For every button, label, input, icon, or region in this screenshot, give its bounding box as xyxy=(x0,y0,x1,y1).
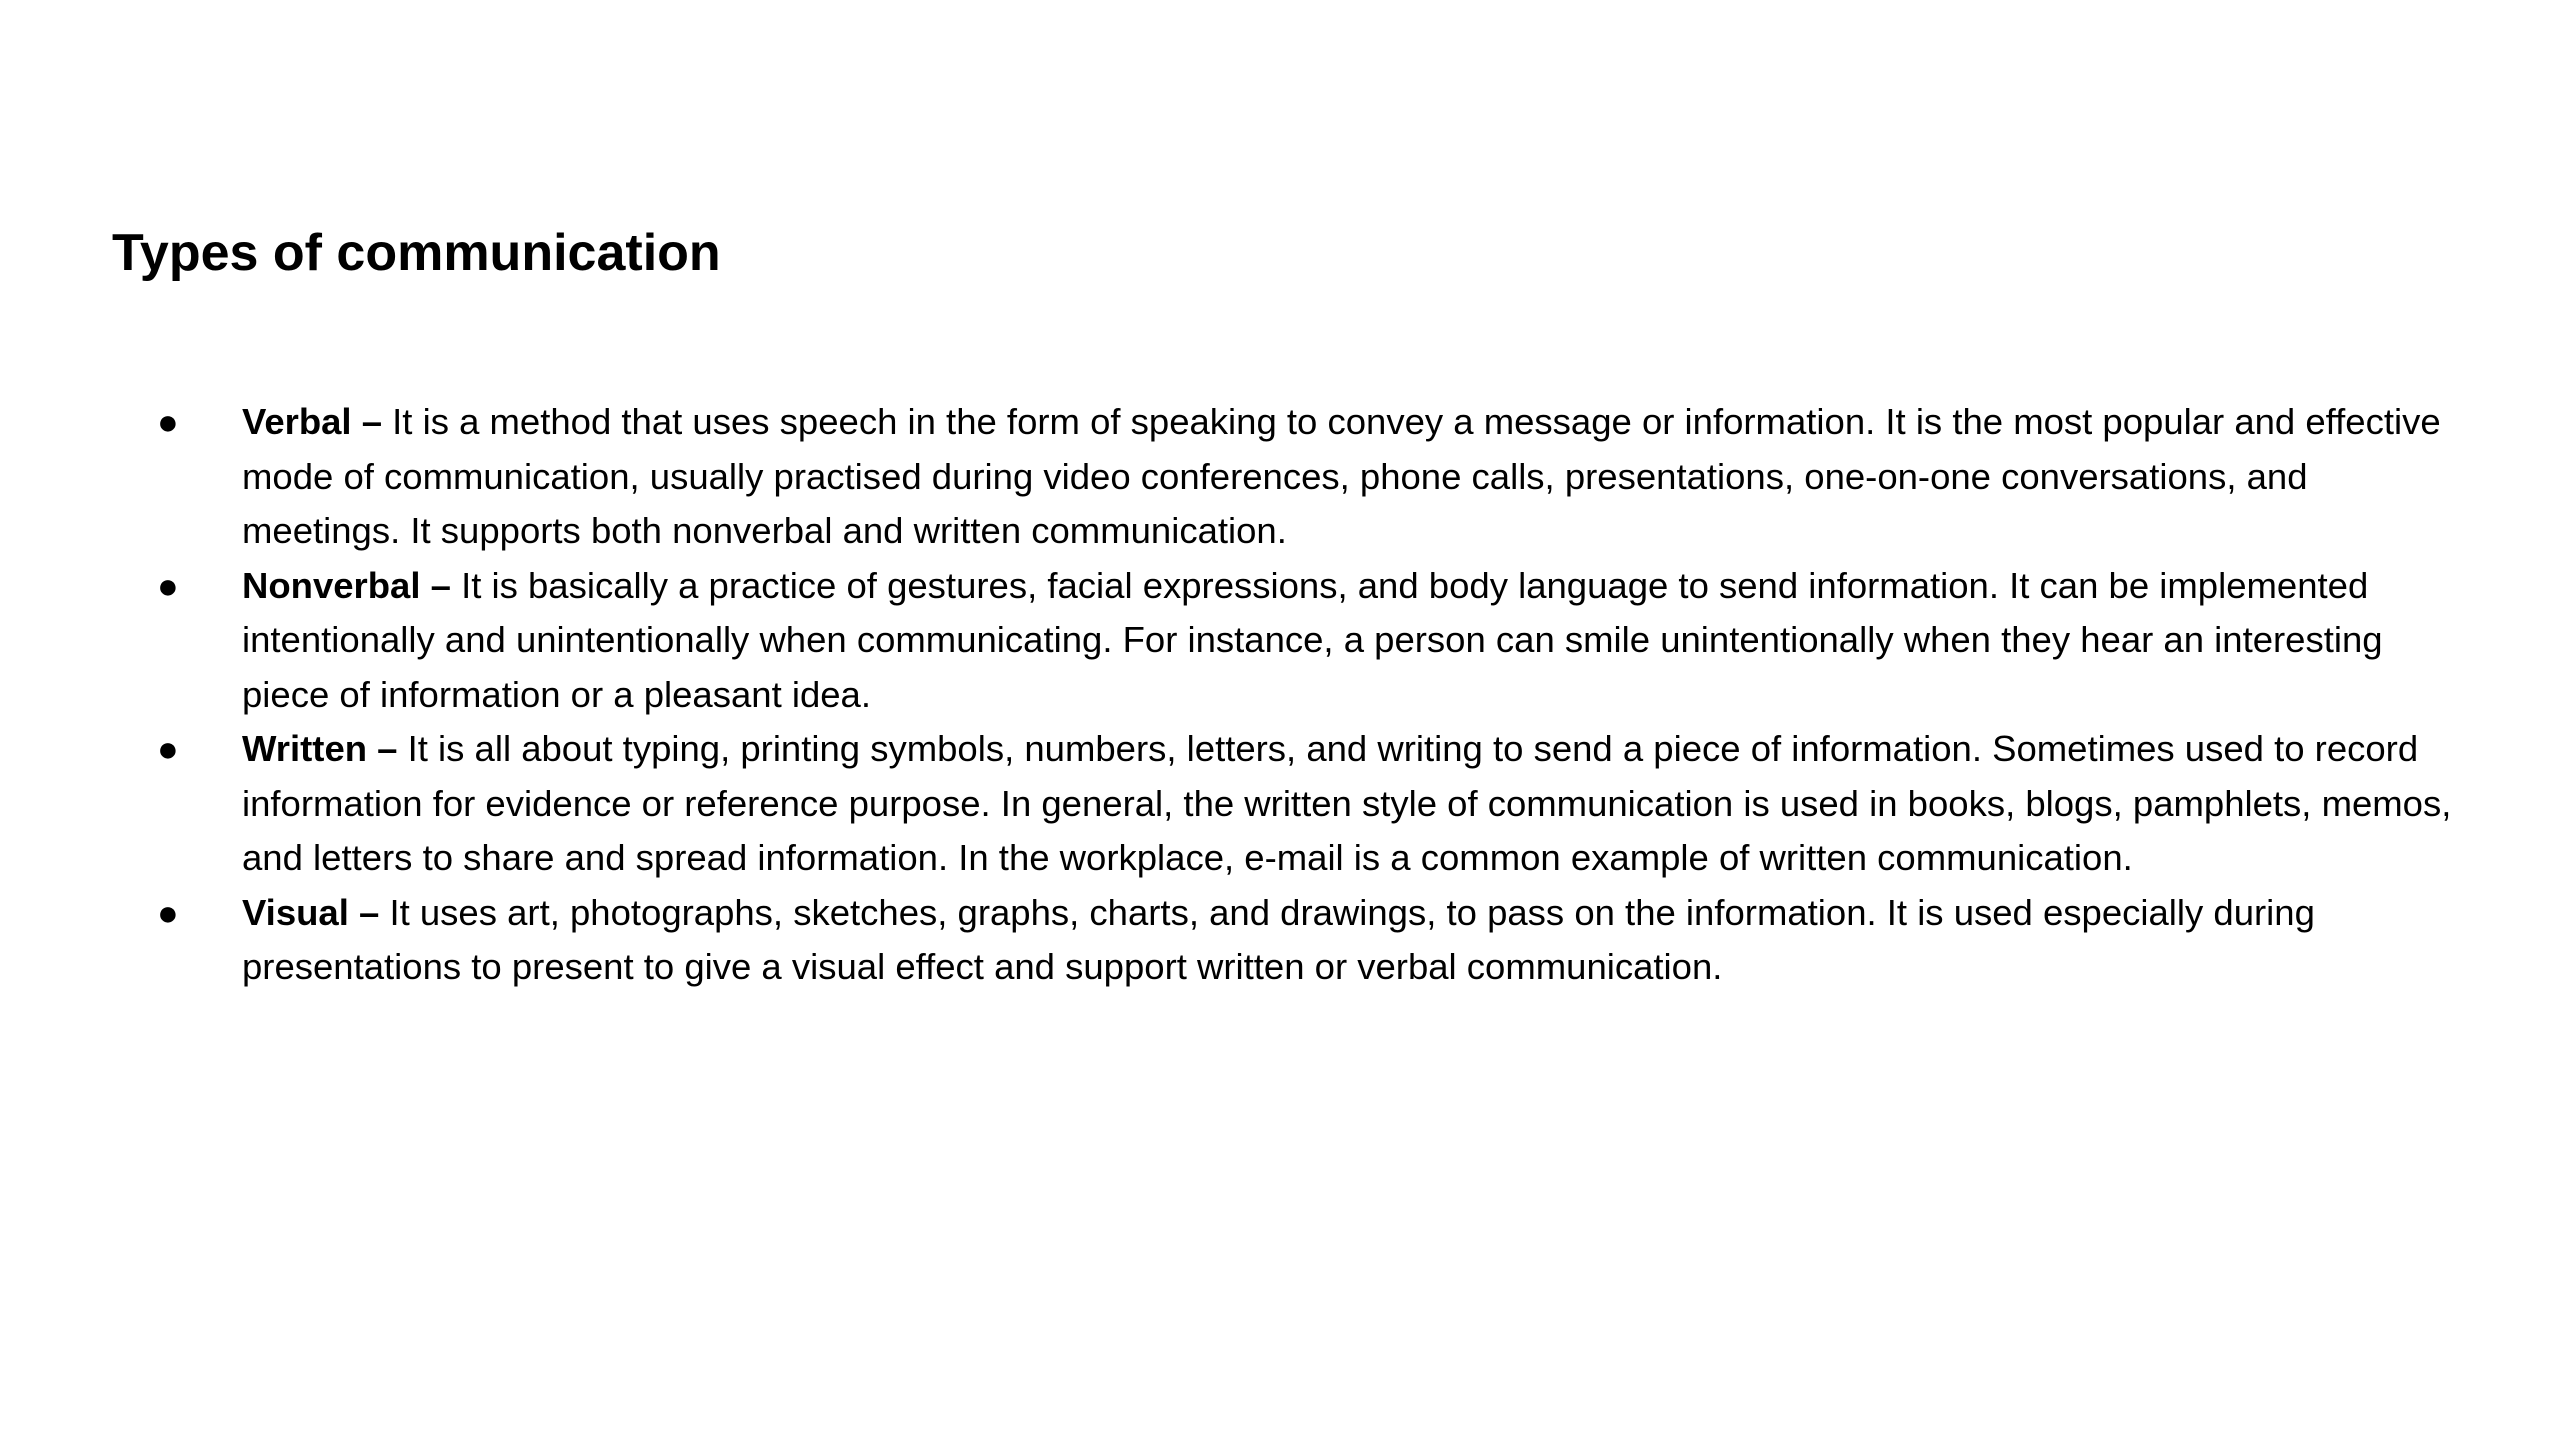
term-nonverbal: Nonverbal – xyxy=(242,564,451,606)
page-title: Types of communication xyxy=(112,224,721,282)
bullet-icon: ● xyxy=(157,401,179,442)
list-item-nonverbal xyxy=(0,559,2472,723)
description-visual: It uses art, photographs, sketches, graphs, charts, and drawings, to pass on the information. It is used especially during presentations to present to give a visual effect and support written or verbal communication. xyxy=(242,891,2315,987)
bullet-icon: ● xyxy=(157,891,179,933)
term-written: Written – xyxy=(242,728,398,769)
term-visual: Visual – xyxy=(242,891,380,933)
term-verbal: Verbal – xyxy=(242,401,393,442)
description-written: It is all about typing, printing symbols, numbers, letters, and writing to send a piece of information. Sometimes used to record information for evidence or reference purpose. In general, the written style of communication is used in books, blogs, pamphlets, memos, and letters to share and spread information. In the workplace, e-mail is a common example of written communication. xyxy=(242,728,2452,878)
description-verbal: It is a method that uses speech in the form of speaking to convey a message or information. It is the most popular and effective mode of communication, usually practised during video conferences, phone calls, presentations, one-on-one conversations, and meetings. It supports both nonverbal and written communication. xyxy=(242,401,2441,551)
list-item-written xyxy=(0,722,2472,886)
bullet-icon: ● xyxy=(157,728,179,769)
description-nonverbal: It is basically a practice of gestures, facial expressions, and body language to send information. It can be implemented intentionally and unintentionally when communicating. For instance, a person can smile unintentionally when they hear an interesting piece of information or a pleasant idea. xyxy=(242,564,2383,715)
communication-types-list xyxy=(0,395,2560,995)
list-item-verbal xyxy=(0,395,2472,559)
bullet-icon: ● xyxy=(157,564,179,606)
list-item-visual xyxy=(0,886,2472,995)
